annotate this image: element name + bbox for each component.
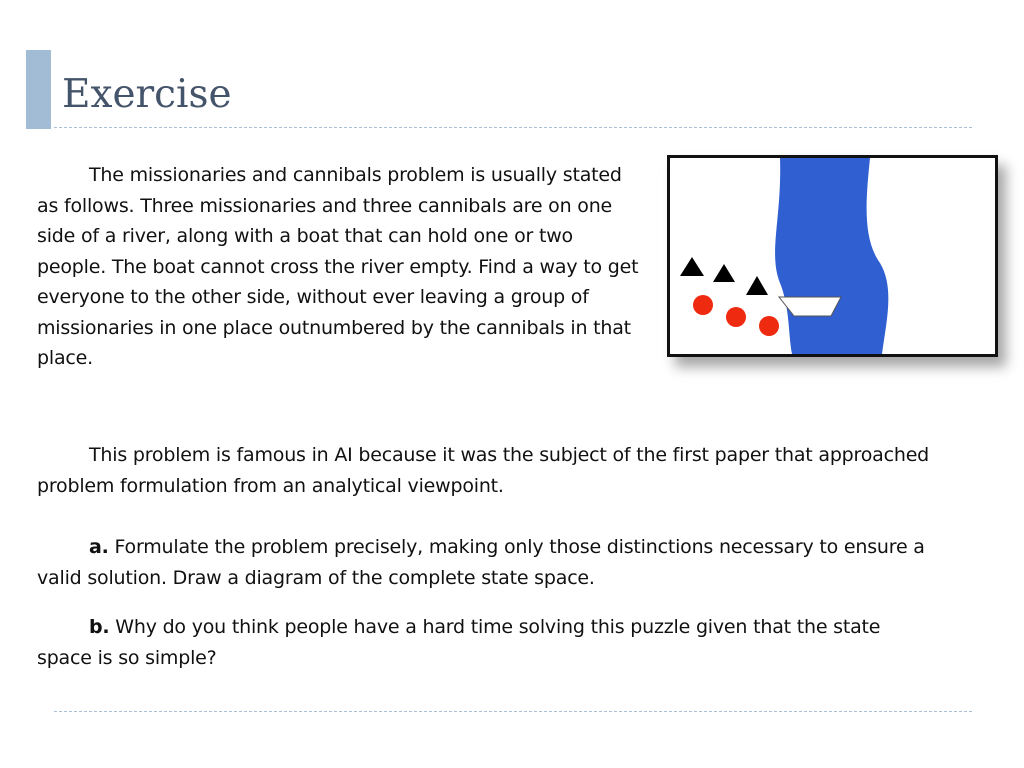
cannibal-icon [726, 307, 746, 327]
cannibal-icon [759, 316, 779, 336]
question-b-text: Why do you think people have a hard time solving this puzzle given that the state space is so simple? [37, 616, 881, 669]
river-crossing-illustration [667, 155, 998, 357]
missionary-icon [680, 257, 704, 276]
question-a-label: a. [89, 536, 109, 558]
missionary-icon [746, 276, 768, 295]
question-b-label: b. [89, 616, 110, 638]
footer-divider [54, 711, 972, 712]
title-accent-bar [26, 50, 51, 129]
missionary-icon [713, 264, 735, 282]
slide-title: Exercise [62, 72, 232, 117]
cannibal-icon [693, 295, 713, 315]
question-a-text: Formulate the problem precisely, making only those distinctions necessary to ensure a valid solution. Draw a diagram of the complete state space. [37, 536, 925, 589]
river-crossing-svg [670, 158, 995, 354]
river [775, 158, 888, 354]
question-a [37, 532, 957, 593]
question-b [37, 612, 937, 673]
intro-paragraph: The missionaries and cannibals problem is usually stated as follows. Three missionaries and three cannibals are on one side of a river, along with a boat that can hold one or two people. The boat cannot cross the river empty. Find a way to get everyone to the other side, without ever leaving a group of missionaries in one place outnumbered by the cannibals in that place. [37, 164, 639, 369]
title-divider [54, 127, 972, 128]
famous-paragraph: This problem is famous in AI because it was the subject of the first paper that approached problem formulation from an analytical viewpoint. [37, 444, 930, 497]
